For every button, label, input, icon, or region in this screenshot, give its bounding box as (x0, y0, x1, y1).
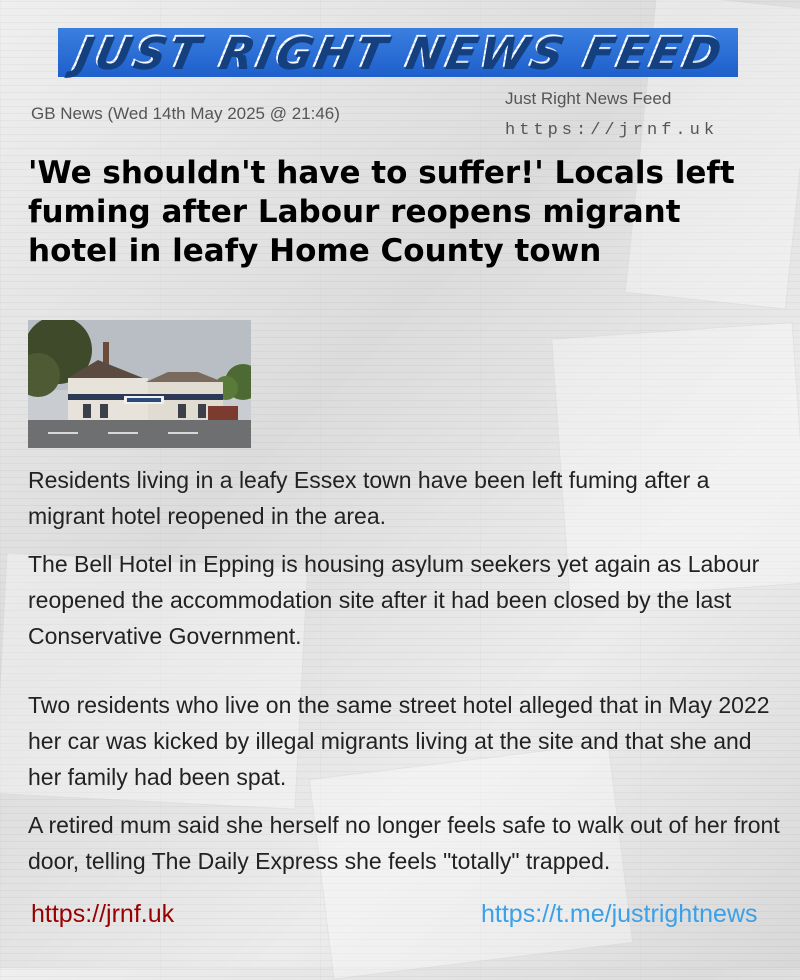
site-link[interactable]: https://jrnf.uk (31, 900, 175, 928)
article-headline: 'We shouldn't have to suffer!' Locals left fuming after Labour reopens migrant hotel in leafy Home County town (28, 155, 735, 269)
telegram-link[interactable]: https://t.me/justrightnews (481, 900, 758, 928)
article-photo (28, 320, 251, 448)
site-banner (58, 28, 738, 77)
article-source: GB News (Wed 14th May 2025 @ 21:46) (31, 104, 340, 123)
article-paragraph: Residents living in a leafy Essex town have been left fuming after a migrant hotel reopened in the area. (28, 467, 710, 529)
banner-title: JUST RIGHT NEWS FEED (69, 27, 727, 78)
article-paragraph: Two residents who live on the same street hotel alleged that in May 2022 her car was kicked by illegal migrants living at the site and that she and her family had been spat. (28, 692, 770, 790)
brand-url: https://jrnf.uk (505, 121, 719, 140)
article-paragraph: A retired mum said she herself no longer feels safe to walk out of her front door, telling The Daily Express she feels "totally" trapped. (28, 812, 780, 874)
article-paragraph: The Bell Hotel in Epping is housing asylum seekers yet again as Labour reopened the accommodation site after it had been closed by the last Conservative Government. (28, 551, 760, 649)
brand-name: Just Right News Feed (505, 89, 672, 108)
